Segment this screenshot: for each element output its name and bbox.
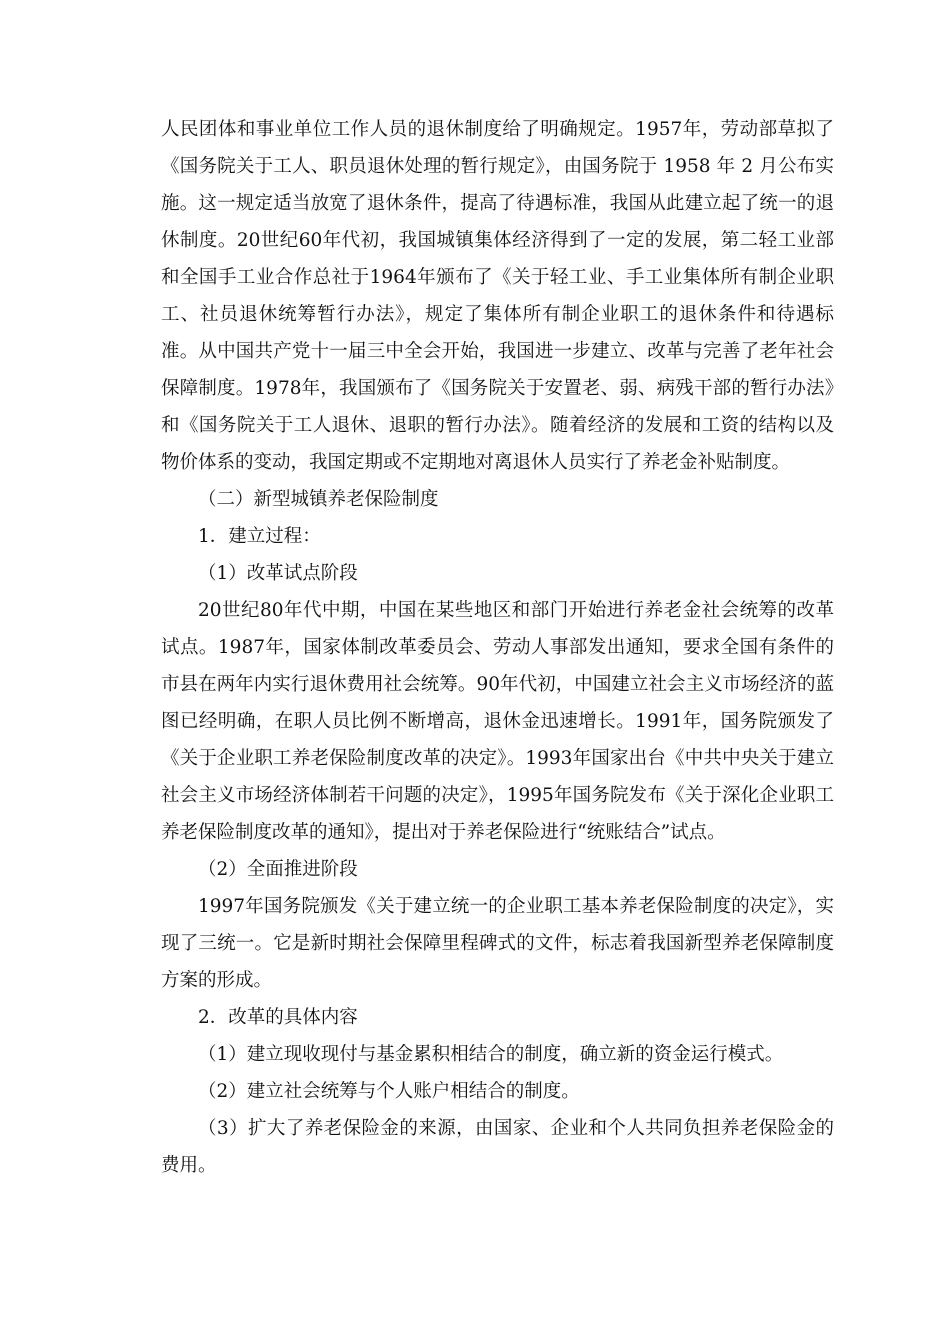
section-heading-new-urban-pension: （二）新型城镇养老保险制度 bbox=[198, 489, 439, 510]
subheading-reform-content: 2．改革的具体内容 bbox=[198, 1007, 358, 1028]
document-body bbox=[161, 111, 834, 1184]
subheading-full-promotion-stage: （2）全面推进阶段 bbox=[198, 859, 358, 880]
subheading-establishment-process: 1．建立过程： bbox=[198, 526, 321, 547]
paragraph-pilot-stage: 20世纪80年代中期，中国在某些地区和部门开始进行养老金社会统筹的改革试点。1987年，国家体制改革委员会、劳动人事部发出通知，要求全国有条件的市县在两年内实行退休费用社会统筹。90年代初，中国建立社会主义市场经济的蓝图已经明确，在职人员比例不断增高，退休金迅速增长。1991年，国务院颁发了《关于企业职工养老保险制度改革的决定》。1993年国家出台《中共中央关于建立社会主义市场经济体制若干问题的决定》，1995年国务院发布《关于深化企业职工养老保险制度改革的通知》，提出对于养老保险进行“统账结合”试点。 bbox=[161, 600, 834, 843]
list-item-reform-2: （2）建立社会统筹与个人账户相结合的制度。 bbox=[198, 1081, 580, 1102]
paragraph-retirement-history: 人民团体和事业单位工作人员的退休制度给了明确规定。1957年，劳动部草拟了《国务院关于工人、职员退休处理的暂行规定》，由国务院于 1958 年 2 月公布实施。这一规定适当放宽了退休条件，提高了待遇标准，我国从此建立起了统一的退休制度。20世纪60年代初，我国城镇集体经济得到了一定的发展，第二轻工业部和全国手工业合作总社于1964年颁布了《关于轻工业、手工业集体所有制企业职工、社员退休统筹暂行办法》，规定了集体所有制企业职工的退休条件和待遇标准。从中国共产党十一届三中全会开始，我国进一步建立、改革与完善了老年社会保障制度。1978年，我国颁布了《国务院关于安置老、弱、病残干部的暂行办法》和《国务院关于工人退休、退职的暂行办法》。随着经济的发展和工资的结构以及物价体系的变动，我国定期或不定期地对离退休人员实行了养老金补贴制度。 bbox=[161, 119, 834, 473]
subheading-pilot-stage: （1）改革试点阶段 bbox=[198, 563, 358, 584]
list-item-reform-1: （1）建立现收现付与基金累积相结合的制度，确立新的资金运行模式。 bbox=[198, 1044, 784, 1065]
paragraph-full-promotion: 1997年国务院颁发《关于建立统一的企业职工基本养老保险制度的决定》，实现了三统一。它是新时期社会保障里程碑式的文件，标志着我国新型养老保障制度方案的形成。 bbox=[161, 896, 834, 991]
list-item-reform-3: （3）扩大了养老保险金的来源，由国家、企业和个人共同负担养老保险金的费用。 bbox=[161, 1118, 834, 1176]
